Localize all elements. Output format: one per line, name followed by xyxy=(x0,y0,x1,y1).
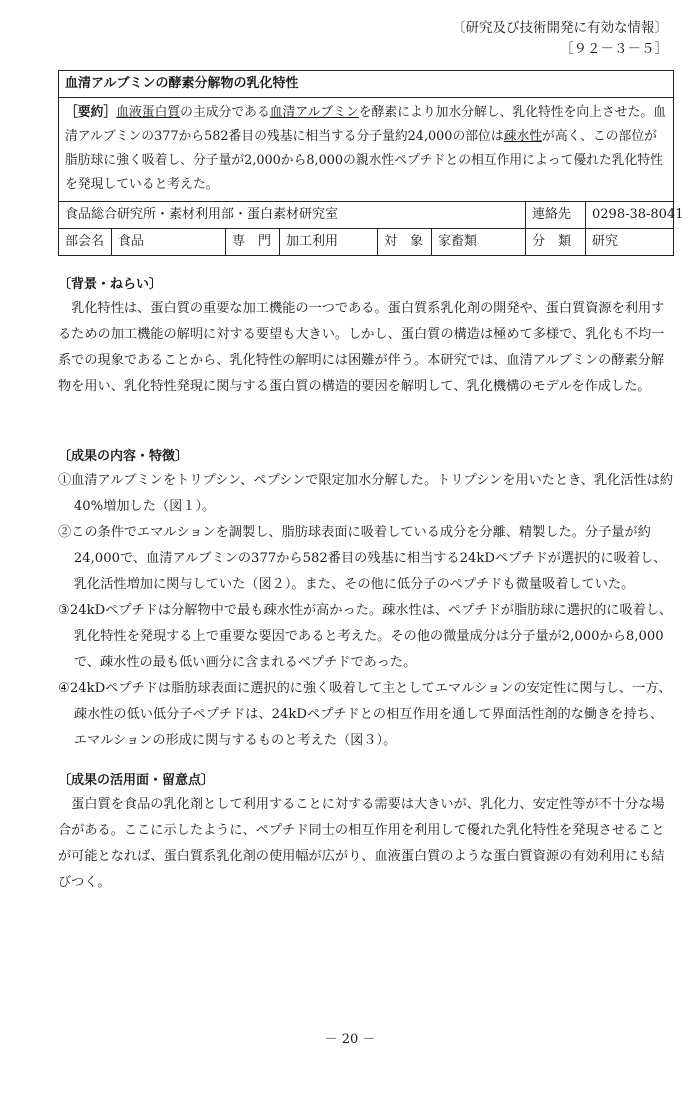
contact-label: 連絡先 xyxy=(525,202,585,228)
document-title: 血清アルブミンの酵素分解物の乳化特性 xyxy=(59,71,673,98)
application-text: 蛋白質を食品の乳化剤として利用することに対する需要は大きいが、乳化力、安定性等が不十分な場合がある。ここに示したように、ペプチド同士の相互作用を利用して優れた乳化特性を発現させることが可能となれば、蛋白質系乳化剤の使用幅が広がり、血液蛋白質のような蛋白質資源の有効利用にも結びつく。 xyxy=(58,797,665,890)
background-section xyxy=(58,274,674,400)
results-heading: 〔成果の内容・特徴〕 xyxy=(58,449,189,464)
org-row xyxy=(59,202,684,228)
contact-number: 0298-38-8041 xyxy=(585,202,673,228)
summary-box xyxy=(58,70,684,256)
summary-section xyxy=(59,98,673,202)
background-text: 乳化特性は、蛋白質の重要な加工機能の一つである。蛋白質系乳化剤の開発や、蛋白質資源を利用するための加工機能の解明に対する要望も大きい。しかし、蛋白質の構造は極めて多様で、乳化も不均一系での現象であることから、乳化特性の解明には困難が伴う。本研究では、血清アルブミンの酵素分解物を用い、乳化特性発現に関与する蛋白質の構造的要因を解明して、乳化機構のモデルを作成した。 xyxy=(58,301,665,394)
results-section xyxy=(58,446,674,754)
background-heading: 〔背景・ねらい〕 xyxy=(58,277,163,292)
document-header xyxy=(452,18,668,60)
result-item-3: ③24kDペプチドは分解物中で最も疎水性が高かった。疎水性は、ペプチドが脂肪球に選択的に吸着し、乳化特性を発現する上で重要な要因であると考えた。その他の微量成分は分子量が2,000から8,000で、疎水性の最も低い画分に含まれるペプチドであった。 xyxy=(58,603,673,670)
application-section xyxy=(58,770,674,896)
target-value: 家畜類 xyxy=(431,229,525,255)
page-number: － 20 － xyxy=(324,1032,376,1047)
summary-term-hydrophobicity: 疎水性 xyxy=(503,129,543,144)
result-item-1: ①血清アルブミンをトリプシン、ペプシンで限定加水分解した。トリプシンを用いたとき、乳化活性は約40%増加した（図１）。 xyxy=(58,473,674,514)
result-item-4: ④24kDペプチドは脂肪球表面に選択的に強く吸着して主としてエマルションの安定性に関与し、一方、疎水性の低い低分子ペプチドは、24kDペプチドとの相互作用を通して界面活性剤的な働きを持ち、エマルションの形成に関与するものと考えた（図３）。 xyxy=(58,681,672,748)
summary-text-3: が高く、この部位が脂肪球に強く吸着し、分子量が2,000から8,000の親水性ペプチドとの相互作用によって優れた乳化特性を発現していると考えた。 xyxy=(65,129,663,192)
meta-row xyxy=(59,228,673,255)
result-item-2: ②この条件でエマルションを調製し、脂肪球表面に吸着している成分を分離、精製した。分子量が約24,000で、血清アルブミンの377から582番目の残基に相当する24kDペプチドが選択的に吸着し、乳化活性増加に関与していた（図２）。また、その他に低分子のペプチドも微量吸着していた。 xyxy=(58,525,667,592)
summary-term-blood-protein: 血液蛋白質 xyxy=(116,105,181,120)
dept-label: 部会名 xyxy=(65,234,105,249)
class-value: 研究 xyxy=(585,229,673,255)
dept-value: 食品 xyxy=(111,229,225,255)
category-label: 〔研究及び技術開発に有効な情報〕 xyxy=(452,20,668,36)
document-code: ［９２－３－５］ xyxy=(560,41,668,57)
summary-text-2: を酵素により加水分解し、乳化特性を向上させた。血清アルブミンの377から582番目の残基に相当する分子量約24,000の部位は xyxy=(65,105,666,144)
target-label: 対 象 xyxy=(377,229,431,255)
organization: 食品総合研究所・素材利用部・蛋白素材研究室 xyxy=(65,207,339,222)
application-heading: 〔成果の活用面・留意点〕 xyxy=(58,773,215,788)
summary-text-1: の主成分である xyxy=(180,105,270,120)
field-value: 加工利用 xyxy=(279,229,377,255)
field-label: 専 門 xyxy=(225,229,279,255)
summary-term-serum-albumin: 血清アルブミン xyxy=(269,105,359,120)
summary-label: ［要約］ xyxy=(65,105,117,120)
class-label: 分 類 xyxy=(525,229,585,255)
